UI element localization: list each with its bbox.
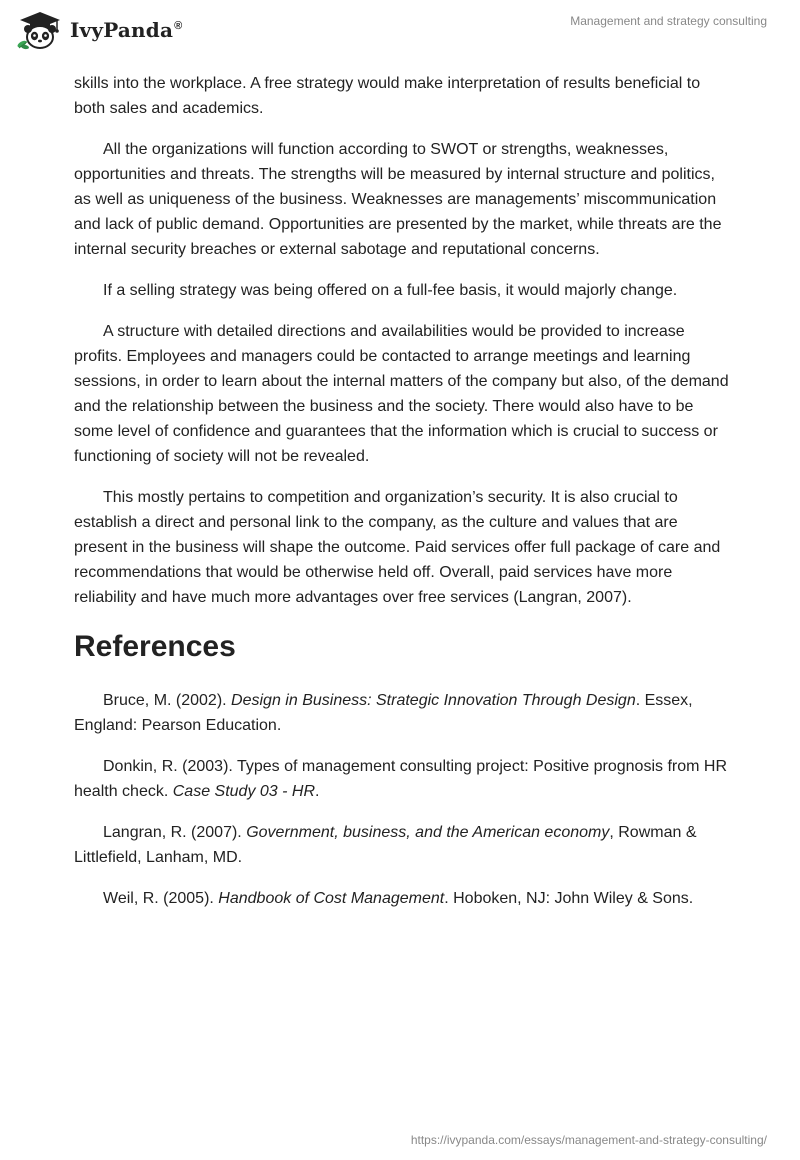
- body-paragraph: skills into the workplace. A free strategy would make interpretation of results beneficial to both sales and academics.: [74, 75, 701, 117]
- reference-text: , Rowman & Littlefield, Lanham, MD.: [74, 824, 697, 866]
- ivypanda-logo[interactable]: [16, 10, 182, 50]
- reference-title: Case Study 03 - HR: [172, 783, 316, 800]
- reference-text: Langran, R. (2007).: [103, 824, 247, 841]
- reference-text: Bruce, M. (2002).: [103, 692, 232, 709]
- body-paragraph: A structure with detailed directions and availabilities would be provided to increase profits. Employees and managers could be contacted to arrange meetings and learning sessions, in order to learn about the internal matters of the company but also, of the demand and the relationship between the business and the society. There would also have to be some level of confidence and guarantees that the information which is crucial to success or functioning of society will not be revealed.: [74, 323, 729, 465]
- essay-content: [74, 71, 734, 927]
- reference-title: Handbook of Cost Management: [218, 890, 445, 907]
- source-url-link[interactable]: https://ivypanda.com/essays/management-and-strategy-consulting/: [410, 1133, 767, 1147]
- reference-text: .: [315, 783, 320, 800]
- registered-mark: ®: [174, 20, 183, 33]
- page-header: [0, 0, 800, 70]
- panda-graduate-icon: [16, 10, 64, 50]
- document-title: Management and strategy consulting: [570, 14, 767, 28]
- reference-text: . Hoboken, NJ: John Wiley & Sons.: [444, 890, 694, 907]
- reference-item: [74, 688, 734, 738]
- reference-text: Donkin, R. (2003). Types of management consulting project: Positive prognosis from HR health check.: [74, 758, 727, 800]
- body-paragraph: All the organizations will function according to SWOT or strengths, weaknesses, opportunities and threats. The strengths will be measured by internal structure and politics, as well as uniqueness of the business. Weaknesses are managements’ miscommunication and lack of public demand. Opportunities are presented by the market, while threats are the internal security breaches or external sabotage and reputational concerns.: [74, 141, 722, 258]
- body-paragraph: If a selling strategy was being offered on a full-fee basis, it would majorly change.: [103, 282, 678, 299]
- references-heading: References: [74, 630, 236, 663]
- reference-title: Government, business, and the American economy: [246, 824, 610, 841]
- reference-item: [74, 886, 734, 911]
- reference-item: [74, 754, 734, 804]
- logo-text: IvyPanda: [70, 18, 174, 42]
- logo-wordmark: [70, 18, 182, 42]
- reference-text: Weil, R. (2005).: [103, 890, 219, 907]
- body-paragraph: This mostly pertains to competition and organization’s security. It is also crucial to establish a direct and personal link to the company, as the culture and values that are present in the business will shape the outcome. Paid services offer full package of care and recommendations that would be otherwise held off. Overall, paid services have more reliability and have much more advantages over free services (Langran, 2007).: [74, 489, 721, 606]
- reference-item: [74, 820, 734, 870]
- reference-title: Design in Business: Strategic Innovation Through Design: [231, 692, 636, 709]
- reference-text: . Essex, England: Pearson Education.: [74, 692, 693, 734]
